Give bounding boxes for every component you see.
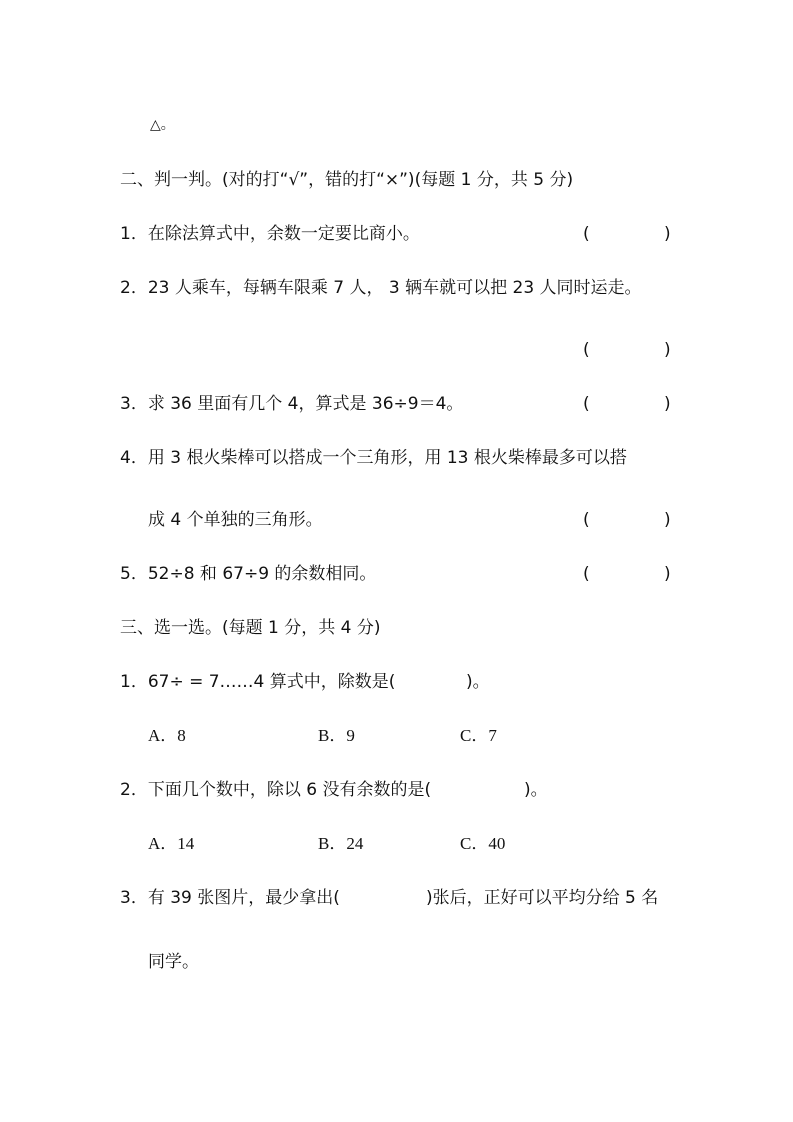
answer-paren-open: ( xyxy=(583,510,590,530)
choice-question-2: 2．下面几个数中，除以 6 没有余数的是( xyxy=(120,780,432,800)
option-a: A．8 xyxy=(148,726,186,745)
choice-question-3: 3．有 39 张图片，最少拿出( xyxy=(120,888,340,908)
answer-paren-close: ) xyxy=(664,510,671,530)
answer-paren-close: ) xyxy=(664,224,671,244)
top-fragment: △。 xyxy=(150,117,175,133)
answer-paren-open: ( xyxy=(583,394,590,414)
section-2-heading: 二、判一判。(对的打“√”，错的打“×”)(每题 1 分，共 5 分) xyxy=(120,170,574,190)
choice-question-1-close: )。 xyxy=(466,672,490,692)
section-3-heading: 三、选一选。(每题 1 分，共 4 分) xyxy=(120,618,381,638)
answer-paren-open: ( xyxy=(583,340,590,360)
choice-question-3-close: )张后，正好可以平均分给 5 名 xyxy=(426,888,659,908)
judge-question-4-continued: 成 4 个单独的三角形。 xyxy=(148,510,323,530)
answer-paren-open: ( xyxy=(583,564,590,584)
choice-question-2-close: )。 xyxy=(524,780,548,800)
judge-question-4: 4．用 3 根火柴棒可以搭成一个三角形，用 13 根火柴棒最多可以搭 xyxy=(120,448,627,468)
option-c: C．40 xyxy=(460,834,506,853)
answer-paren-open: ( xyxy=(583,224,590,244)
judge-question-3: 3．求 36 里面有几个 4，算式是 36÷9＝4。 xyxy=(120,394,464,414)
option-b: B．24 xyxy=(318,834,364,853)
judge-question-2: 2．23 人乘车，每辆车限乘 7 人， 3 辆车就可以把 23 人同时运走。 xyxy=(120,278,642,298)
answer-paren-close: ) xyxy=(664,564,671,584)
option-a: A．14 xyxy=(148,834,195,853)
option-c: C．7 xyxy=(460,726,497,745)
choice-question-1: 1．67÷ = 7……4 算式中，除数是( xyxy=(120,672,396,692)
choice-question-3-continued: 同学。 xyxy=(148,952,199,972)
option-b: B．9 xyxy=(318,726,355,745)
judge-question-1: 1．在除法算式中，余数一定要比商小。 xyxy=(120,224,420,244)
judge-question-5: 5．52÷8 和 67÷9 的余数相同。 xyxy=(120,564,377,584)
answer-paren-close: ) xyxy=(664,340,671,360)
answer-paren-close: ) xyxy=(664,394,671,414)
